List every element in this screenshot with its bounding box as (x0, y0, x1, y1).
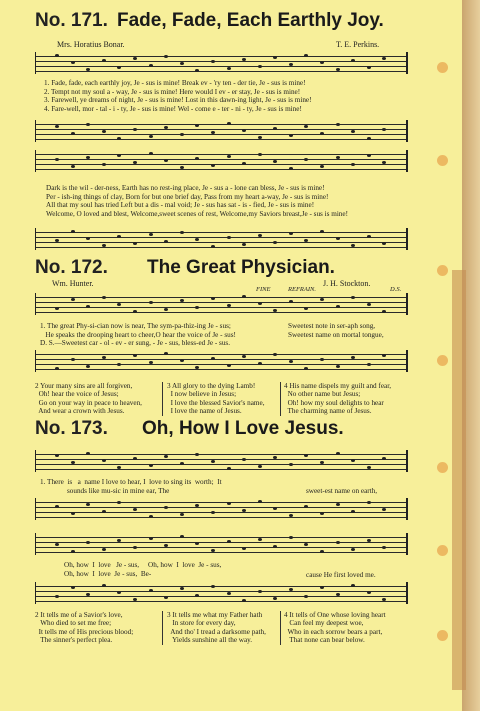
binder-hole (437, 355, 448, 366)
notehead (336, 68, 340, 71)
notehead (149, 135, 153, 138)
notehead (320, 230, 324, 233)
notehead (336, 541, 340, 544)
notehead (227, 236, 231, 239)
notehead (258, 538, 262, 541)
column-rule (280, 611, 281, 645)
notehead (320, 132, 324, 135)
notehead (55, 543, 59, 546)
binder-hole (437, 62, 448, 73)
notehead (55, 158, 59, 161)
notehead (180, 133, 184, 136)
notehead (149, 589, 153, 592)
notehead (367, 539, 371, 542)
notehead (180, 535, 184, 538)
notehead (227, 592, 231, 595)
notehead (289, 232, 293, 235)
notehead (180, 587, 184, 590)
hymn-title: The Great Physician. (147, 257, 335, 278)
notehead (102, 59, 106, 62)
notehead (336, 156, 340, 159)
notehead (55, 454, 59, 457)
music-staff (35, 52, 408, 74)
notehead (258, 590, 262, 593)
refrain-mark: REFRAIN. (288, 286, 316, 293)
notehead (71, 132, 75, 135)
notehead (211, 164, 215, 167)
notehead (367, 363, 371, 366)
refrain-lyrics: Sweetest note in ser-aph song, Sweetest name on mortal tongue, (288, 322, 384, 339)
verse-lyrics: sweet-est name on earth, (306, 487, 378, 495)
notehead (71, 550, 75, 553)
notehead (71, 298, 75, 301)
notehead (289, 536, 293, 539)
notehead (133, 354, 137, 357)
notehead (102, 584, 106, 587)
notehead (102, 356, 106, 359)
notehead (336, 452, 340, 455)
notehead (336, 237, 340, 240)
notehead (227, 67, 231, 70)
notehead (211, 585, 215, 588)
verse-lyrics: 1. The great Phy-si-cian now is near, The sym-pa-thiz-ing Je - sus; He speaks the drooping heart to cheer,O hear the voice of Je - sus! D. S.—Sweetest car - ol - ev - er sung, - Je - sus, bless-ed Je - sus. (40, 322, 236, 348)
column-rule (280, 382, 281, 416)
notehead (55, 367, 59, 370)
notehead (149, 361, 153, 364)
fine-mark: FINE (256, 286, 271, 293)
notehead (320, 586, 324, 589)
notehead (289, 167, 293, 170)
hymn-number: No. 171. (35, 10, 108, 31)
notehead (133, 508, 137, 511)
notehead (211, 511, 215, 514)
hymn-title: Oh, How I Love Jesus. (142, 418, 344, 439)
notehead (133, 457, 137, 460)
notehead (258, 65, 262, 68)
notehead (180, 462, 184, 465)
notehead (102, 163, 106, 166)
verse-lyrics: Dark is the wil - der-ness, Earth has no rest-ing place, Je - sus a - lone can bless, Je - sus is mine! Per - ish-ing things of clay, Born for but one brief day, Pass from my heart a-way, Je - sus is mine! All that my soul has tried Left but a dis - mal void; Je - sus has sat - is - fied, Je - sus is mine! Welcome, O loved and blest, Welcome,sweet scenes of rest, Welcome,my Saviors breast,Je - sus is mine! (46, 184, 348, 218)
notehead (289, 463, 293, 466)
notehead (227, 304, 231, 307)
notehead (320, 512, 324, 515)
notehead (149, 464, 153, 467)
notehead (133, 57, 137, 60)
notehead (133, 598, 137, 601)
notehead (133, 546, 137, 549)
notehead (133, 128, 137, 131)
stanza-4: 4 It tells of One whose loving heart Can feel my deepest woe, Who in each sorrow bears a part, That none can bear below. (284, 611, 386, 645)
notehead (320, 550, 324, 553)
verse-lyrics: 1. There is a name I love to hear, I love to sing its worth; It sounds like mu-sic in mine ear, The (40, 478, 222, 495)
music-staff (35, 498, 408, 520)
notehead (71, 230, 75, 233)
notehead (367, 66, 371, 69)
notehead (211, 357, 215, 360)
notehead (211, 549, 215, 552)
notehead (71, 61, 75, 64)
notehead (149, 301, 153, 304)
verse-lyrics: 1. Fade, fade, each earthly joy, Je - sus is mine! Break ev - 'ry ten - der tie, Je - sus is mine! 2. Tempt not my soul a - way, Je - sus is mine! Here would I ev - er stay, Je - sus is mine! 3. Farewell, ye dreams of night, Je - sus is mine! Lost in this dawn-ing light, Je - sus is mine! 4. Fare-well, mor - tal - i - ty, Je - sus is mine! Wel - come e - ter - ni - ty, Je - sus is mine! (44, 79, 312, 113)
notehead (289, 63, 293, 66)
binder-hole (437, 265, 448, 276)
notehead (258, 302, 262, 305)
notehead (55, 239, 59, 242)
column-rule (162, 611, 163, 645)
hymn-number: No. 173. (35, 418, 108, 439)
notehead (211, 460, 215, 463)
notehead (320, 298, 324, 301)
notehead (367, 235, 371, 238)
notehead (71, 165, 75, 168)
notehead (180, 359, 184, 362)
notehead (367, 154, 371, 157)
refrain-lyrics: Oh, how I love Je - sus, Oh, how I love Je - sus, Oh, how I love Je - sus, Be- (64, 561, 222, 578)
stanza-4: 4 His name dispels my guilt and fear, No other name but Jesus; Oh! how my soul delights to hear The charming name of Jesus. (284, 382, 392, 416)
hymn-composer: T. E. Perkins. (336, 40, 380, 49)
notehead (55, 125, 59, 128)
refrain-lyrics: cause He first loved me. (306, 571, 376, 579)
notehead (227, 502, 231, 505)
ds-mark: D.S. (390, 286, 402, 293)
notehead (149, 233, 153, 236)
notehead (102, 296, 106, 299)
notehead (289, 300, 293, 303)
notehead (367, 466, 371, 469)
notehead (71, 586, 75, 589)
notehead (320, 461, 324, 464)
notehead (367, 501, 371, 504)
notehead (258, 153, 262, 156)
notehead (367, 303, 371, 306)
hymn-author: Wm. Hunter. (52, 279, 94, 288)
notehead (289, 134, 293, 137)
notehead (149, 152, 153, 155)
notehead (102, 510, 106, 513)
notehead (133, 161, 137, 164)
music-staff (35, 150, 408, 172)
notehead (55, 54, 59, 57)
stanza-2: 2 It tells me of a Savior's love, Who died to set me free; It tells me of His precious blood; The sinner's perfect plea. (35, 611, 134, 645)
notehead (227, 364, 231, 367)
notehead (258, 234, 262, 237)
notehead (102, 244, 106, 247)
notehead (336, 503, 340, 506)
hymn-title: Fade, Fade, Each Earthly Joy. (117, 10, 384, 31)
binding-shadow (452, 270, 466, 690)
notehead (55, 505, 59, 508)
notehead (180, 166, 184, 169)
notehead (102, 459, 106, 462)
notehead (133, 242, 137, 245)
notehead (149, 515, 153, 518)
notehead (180, 299, 184, 302)
notehead (289, 588, 293, 591)
notehead (71, 512, 75, 515)
notehead (71, 358, 75, 361)
notehead (258, 362, 262, 365)
notehead (258, 500, 262, 503)
notehead (289, 514, 293, 517)
binder-hole (437, 155, 448, 166)
notehead (211, 297, 215, 300)
notehead (367, 137, 371, 140)
column-rule (162, 382, 163, 416)
stanza-3: 3 All glory to the dying Lamb! I now believe in Jesus; I love the blessed Savior's name, I love the name of Jesus. (167, 382, 265, 416)
hymn-composer: J. H. Stockton. (323, 279, 371, 288)
binder-hole (437, 630, 448, 641)
stanza-2: 2 Your many sins are all forgiven, Oh! hear the voice of Jesus; Go on your way in peace to heaven, And wear a crown with Jesus. (35, 382, 142, 416)
stanza-3: 3 It tells me what my Father hath In store for every day, And tho' I tread a darksome path, Yields sunshine all the way. (167, 611, 266, 645)
music-staff (35, 533, 408, 555)
hymn-author: Mrs. Horatius Bonar. (57, 40, 125, 49)
notehead (336, 593, 340, 596)
notehead (258, 136, 262, 139)
notehead (336, 123, 340, 126)
notehead (149, 64, 153, 67)
notehead (367, 591, 371, 594)
notehead (258, 465, 262, 468)
notehead (227, 540, 231, 543)
notehead (133, 310, 137, 313)
hymn-number: No. 172. (35, 257, 108, 278)
notehead (55, 595, 59, 598)
notehead (320, 165, 324, 168)
notehead (211, 245, 215, 248)
notehead (211, 60, 215, 63)
notehead (71, 461, 75, 464)
notehead (227, 155, 231, 158)
notehead (180, 231, 184, 234)
binder-hole (437, 545, 448, 556)
music-staff (35, 350, 408, 372)
notehead (320, 358, 324, 361)
notehead (180, 513, 184, 516)
binder-hole (437, 462, 448, 473)
notehead (55, 307, 59, 310)
notehead (336, 305, 340, 308)
notehead (289, 360, 293, 363)
notehead (102, 130, 106, 133)
notehead (102, 548, 106, 551)
notehead (227, 467, 231, 470)
notehead (320, 61, 324, 64)
notehead (227, 122, 231, 125)
notehead (149, 537, 153, 540)
notehead (211, 131, 215, 134)
notehead (336, 365, 340, 368)
notehead (180, 62, 184, 65)
